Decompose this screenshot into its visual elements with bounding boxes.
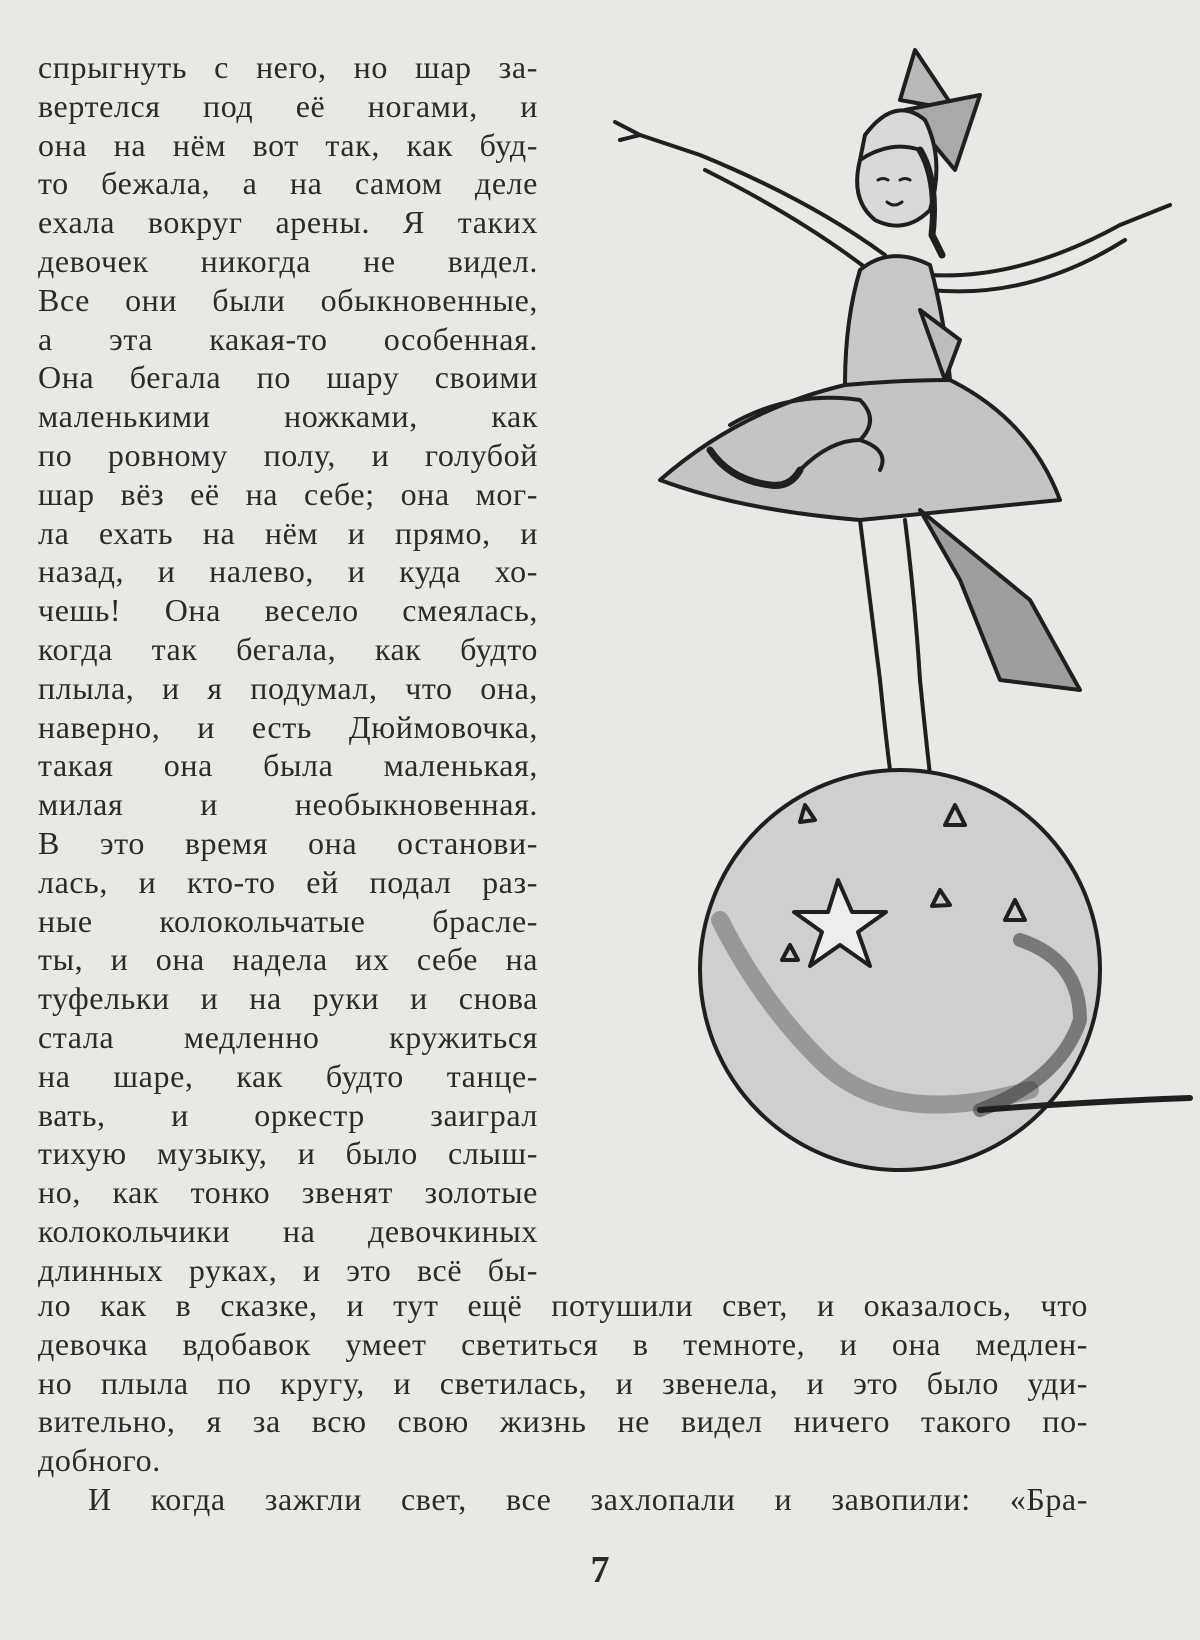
text-line: ехала вокруг арены. Я таких <box>38 204 538 241</box>
text-line: колокольчики на девочкиных <box>38 1212 538 1249</box>
text-line: добного. <box>38 1442 161 1479</box>
text-line: стала медленно кружиться <box>38 1018 538 1055</box>
text-line: девочек никогда не видел. <box>38 242 538 279</box>
text-line: туфельки и на руки и снова <box>38 980 538 1017</box>
text-line: Все они были обыкновенные, <box>38 281 538 318</box>
text-line: вительно, я за всю свою жизнь не видел ничего такого по- <box>38 1403 1088 1440</box>
text-line: спрыгнуть с него, но шар за- <box>38 49 538 85</box>
narrow-text-column <box>38 48 538 1290</box>
text-line: ты, и она надела их себе на <box>38 941 538 978</box>
text-line: на шаре, как будто танце- <box>38 1057 538 1094</box>
text-line: В это время она останови- <box>38 824 538 861</box>
text-line: плыла, и я подумал, что она, <box>38 669 538 706</box>
wide-text-column <box>38 1286 1088 1519</box>
text-line: ные колокольчатые брасле- <box>38 902 538 939</box>
text-line: шар вёз её на себе; она мог- <box>38 475 538 512</box>
text-line: чешь! Она весело смеялась, <box>38 592 538 629</box>
text-line: ло как в сказке, и тут ещё потушили свет, и оказалось, что <box>38 1287 1088 1323</box>
text-line: тихую музыку, и было слыш- <box>38 1135 538 1172</box>
paragraph-start-line: И когда зажгли свет, все захлопали и завопили: «Бра- <box>88 1480 1088 1517</box>
text-line: но, как тонко звенят золотые <box>38 1174 538 1211</box>
text-line: ла ехать на нём и прямо, и <box>38 514 538 551</box>
text-line: когда так бегала, как будто <box>38 630 538 667</box>
text-line: вертелся под её ногами, и <box>38 87 538 124</box>
text-line: то бежала, а на самом деле <box>38 165 538 202</box>
text-line: девочка вдобавок умеет светиться в темноте, и она медлен- <box>38 1325 1088 1362</box>
text-line: она на нём вот так, как буд- <box>38 126 538 163</box>
text-line: маленькими ножками, как <box>38 398 538 435</box>
text-line: по ровному полу, и голубой <box>38 436 538 473</box>
text-line: наверно, и есть Дюймовочка, <box>38 708 538 745</box>
text-line: милая и необыкновенная. <box>38 786 538 823</box>
text-line: вать, и оркестр заиграл <box>38 1096 538 1133</box>
girl-on-ball-illustration <box>560 40 1200 1250</box>
text-line: а эта какая-то особенная. <box>38 320 538 357</box>
text-line: назад, и налево, и куда хо- <box>38 553 538 590</box>
text-line: длинных руках, и это всё бы- <box>38 1251 538 1288</box>
text-line: Она бегала по шару своими <box>38 359 538 396</box>
text-line: такая она была маленькая, <box>38 747 538 784</box>
text-line: лась, и кто-то ей подал раз- <box>38 863 538 900</box>
text-line: но плыла по кругу, и светилась, и звенела, и это было уди- <box>38 1364 1088 1401</box>
page-number: 7 <box>590 1549 610 1591</box>
